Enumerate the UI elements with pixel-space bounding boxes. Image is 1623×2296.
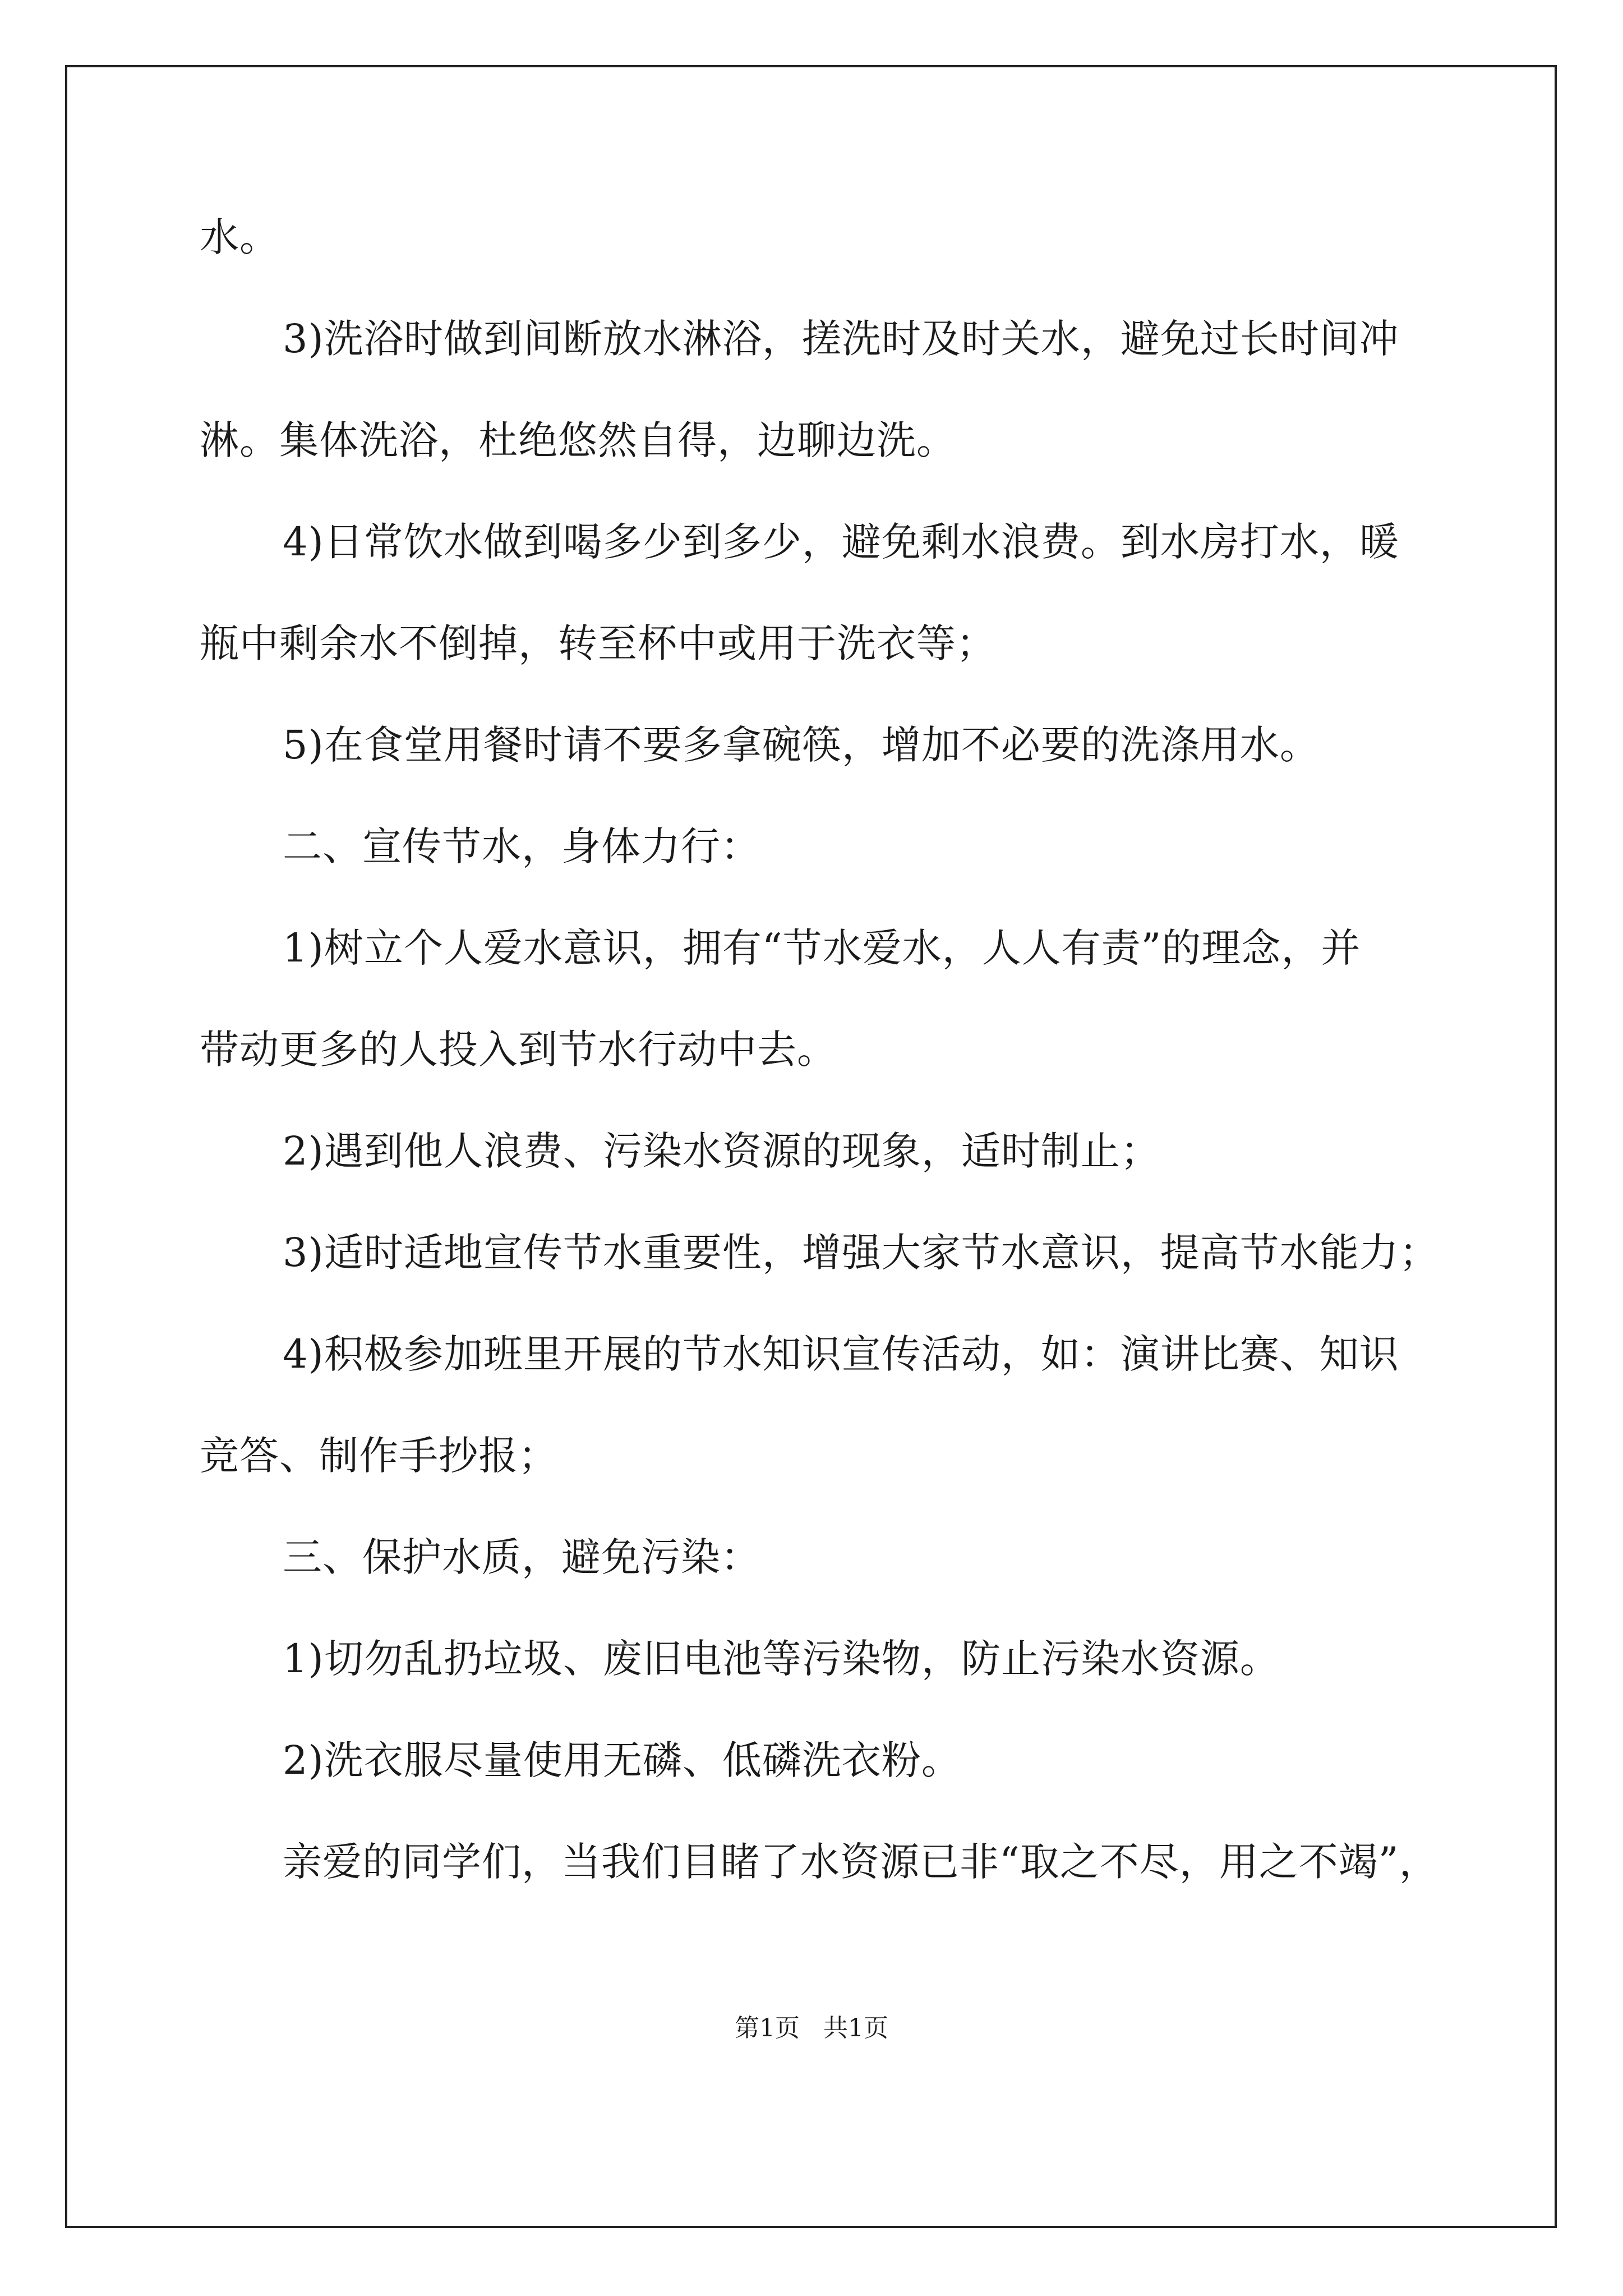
text-line: 4)积极参加班里开展的节水知识宣传活动，如：演讲比赛、知识 (283, 1331, 1399, 1377)
section-heading: 三、保护水质，避免污染： (283, 1534, 760, 1580)
text-line: 1)树立个人爱水意识，拥有“节水爱水，人人有责”的理念，并 (283, 925, 1361, 971)
text-line: 1)切勿乱扔垃圾、废旧电池等污染物，防止污染水资源。 (283, 1636, 1280, 1682)
page-number-footer: 第1页 共1页 (735, 2014, 888, 2042)
text-line: 2)遇到他人浪费、污染水资源的现象，适时制止； (283, 1128, 1160, 1174)
text-line: 淋。集体洗浴，杜绝悠然自得，边聊边洗。 (200, 417, 956, 463)
text-line: 2)洗衣服尽量使用无磷、低磷洗衣粉。 (283, 1737, 961, 1783)
text-line: 瓶中剩余水不倒掉，转至杯中或用于洗衣等； (200, 620, 996, 666)
text-line: 3)适时适地宣传节水重要性，增强大家节水意识，提高节水能力； (283, 1230, 1439, 1276)
text-line: 5)在食堂用餐时请不要多拿碗筷，增加不必要的洗涤用水。 (283, 722, 1320, 768)
text-line: 竞答、制作手抄报； (200, 1433, 558, 1479)
text-line: 带动更多的人投入到节水行动中去。 (200, 1027, 837, 1073)
text-line: 亲爱的同学们，当我们目睹了水资源已非“取之不尽，用之不竭”， (283, 1839, 1439, 1885)
text-line: 3)洗浴时做到间断放水淋浴，搓洗时及时关水，避免过长时间冲 (283, 316, 1399, 362)
section-heading: 二、宣传节水，身体力行： (283, 823, 760, 869)
text-line: 水。 (200, 214, 279, 260)
text-line: 4)日常饮水做到喝多少到多少，避免剩水浪费。到水房打水，暖 (283, 519, 1399, 565)
